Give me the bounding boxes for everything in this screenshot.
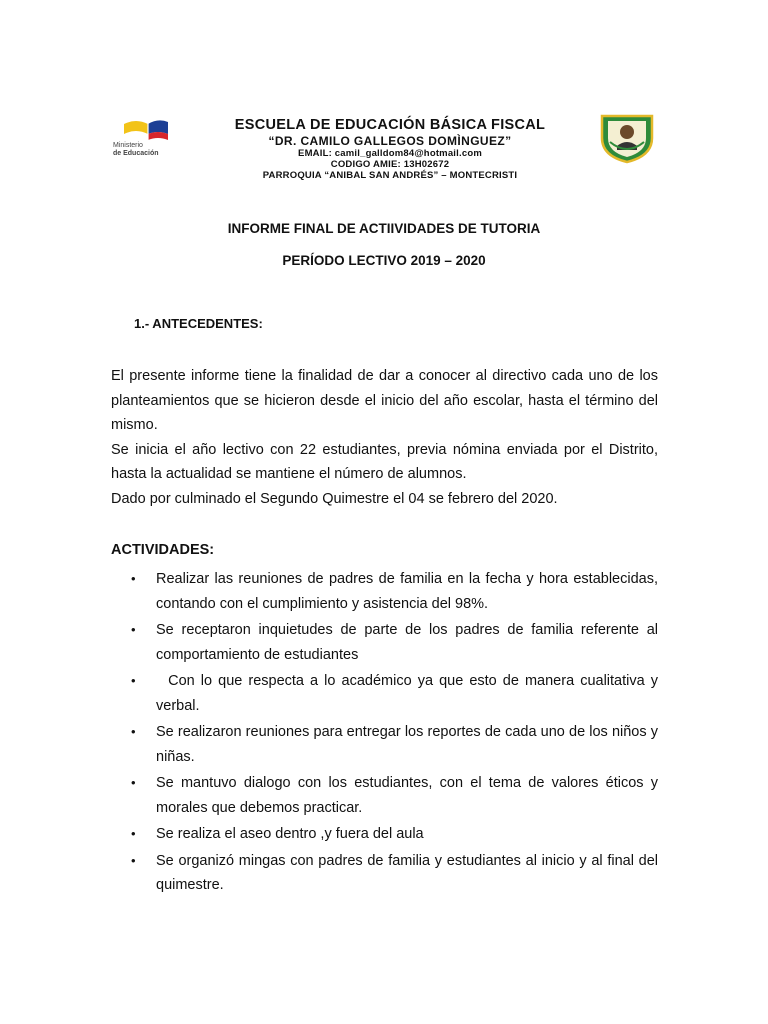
school-subname: “DR. CAMILO GALLEGOS DOMÌNGUEZ” xyxy=(268,134,512,148)
activity-text: Se receptaron inquietudes de parte de los padres de familia referente al comportamiento de estudiantes xyxy=(156,622,658,663)
bullet-icon: • xyxy=(131,673,136,688)
list-item xyxy=(111,849,658,898)
school-amie-code: CODIGO AMIE: 13H02672 xyxy=(330,159,450,170)
bullet-icon: • xyxy=(131,826,136,841)
school-heading xyxy=(190,117,590,181)
list-item xyxy=(111,822,658,847)
document-header xyxy=(0,0,768,190)
activity-text: Con lo que respecta a lo académico ya que esto de manera cualitativa y verbal. xyxy=(156,673,663,714)
list-item xyxy=(111,669,663,718)
school-name: ESCUELA DE EDUCACIÓN BÁSICA FISCAL xyxy=(234,117,546,133)
school-email: EMAIL: camil_galldom84@hotmail.com xyxy=(298,148,482,159)
list-item xyxy=(111,567,658,616)
bullet-icon: • xyxy=(131,852,136,868)
activity-text: Se mantuvo dialogo con los estudiantes, con el tema de valores éticos y morales que debemos practicar. xyxy=(156,775,658,816)
bullet-icon: • xyxy=(131,775,136,790)
activity-text: Se organizó mingas con padres de familia y estudiantes al inicio y al final del quimestre. xyxy=(156,852,658,893)
activity-text: Se realizaron reuniones para entregar los reportes de cada uno de los niños y niñas. xyxy=(156,724,658,765)
ministry-label xyxy=(113,142,183,158)
activities-list xyxy=(111,567,663,900)
intro-paragraph: El presente informe tiene la finalidad de dar a conocer al directivo cada uno de los planteamientos que se hicieron desde el inicio del año escolar, hasta el término del mismo. xyxy=(111,368,658,433)
activities-heading: ACTIVIDADES: xyxy=(111,542,215,558)
activity-text: Realizar las reuniones de padres de familia en la fecha y hora establecidas, contando con el cumplimiento y asistencia del 98%. xyxy=(156,571,658,612)
report-period: PERÍODO LECTIVO 2019 – 2020 xyxy=(282,253,486,268)
section-antecedentes-heading: 1.- ANTECEDENTES: xyxy=(134,316,263,331)
school-parish: PARROQUIA “ANIBAL SAN ANDRÉS” – MONTECRISTI xyxy=(262,170,518,181)
antecedentes-body xyxy=(111,364,658,511)
intro-paragraph: Se inicia el año lectivo con 22 estudiantes, previa nómina enviada por el Distrito, hasta la actualidad se mantiene el número de alumnos. xyxy=(111,441,658,482)
intro-paragraph: Dado por culminado el Segundo Quimestre el 04 se febrero del 2020. xyxy=(111,490,558,507)
report-title: INFORME FINAL DE ACTIIVIDADES DE TUTORIA xyxy=(227,221,541,236)
bullet-icon: • xyxy=(131,622,136,637)
list-item xyxy=(111,720,658,769)
school-crest-logo xyxy=(598,112,656,164)
list-item xyxy=(111,618,658,667)
bullet-icon: • xyxy=(131,724,136,739)
ministry-line1: Ministerio xyxy=(113,142,143,149)
bullet-icon: • xyxy=(131,571,136,586)
ministry-line2: de Educación xyxy=(113,150,159,157)
list-item xyxy=(111,771,658,820)
activity-text: Se realiza el aseo dentro ,y fuera del aula xyxy=(156,826,424,842)
